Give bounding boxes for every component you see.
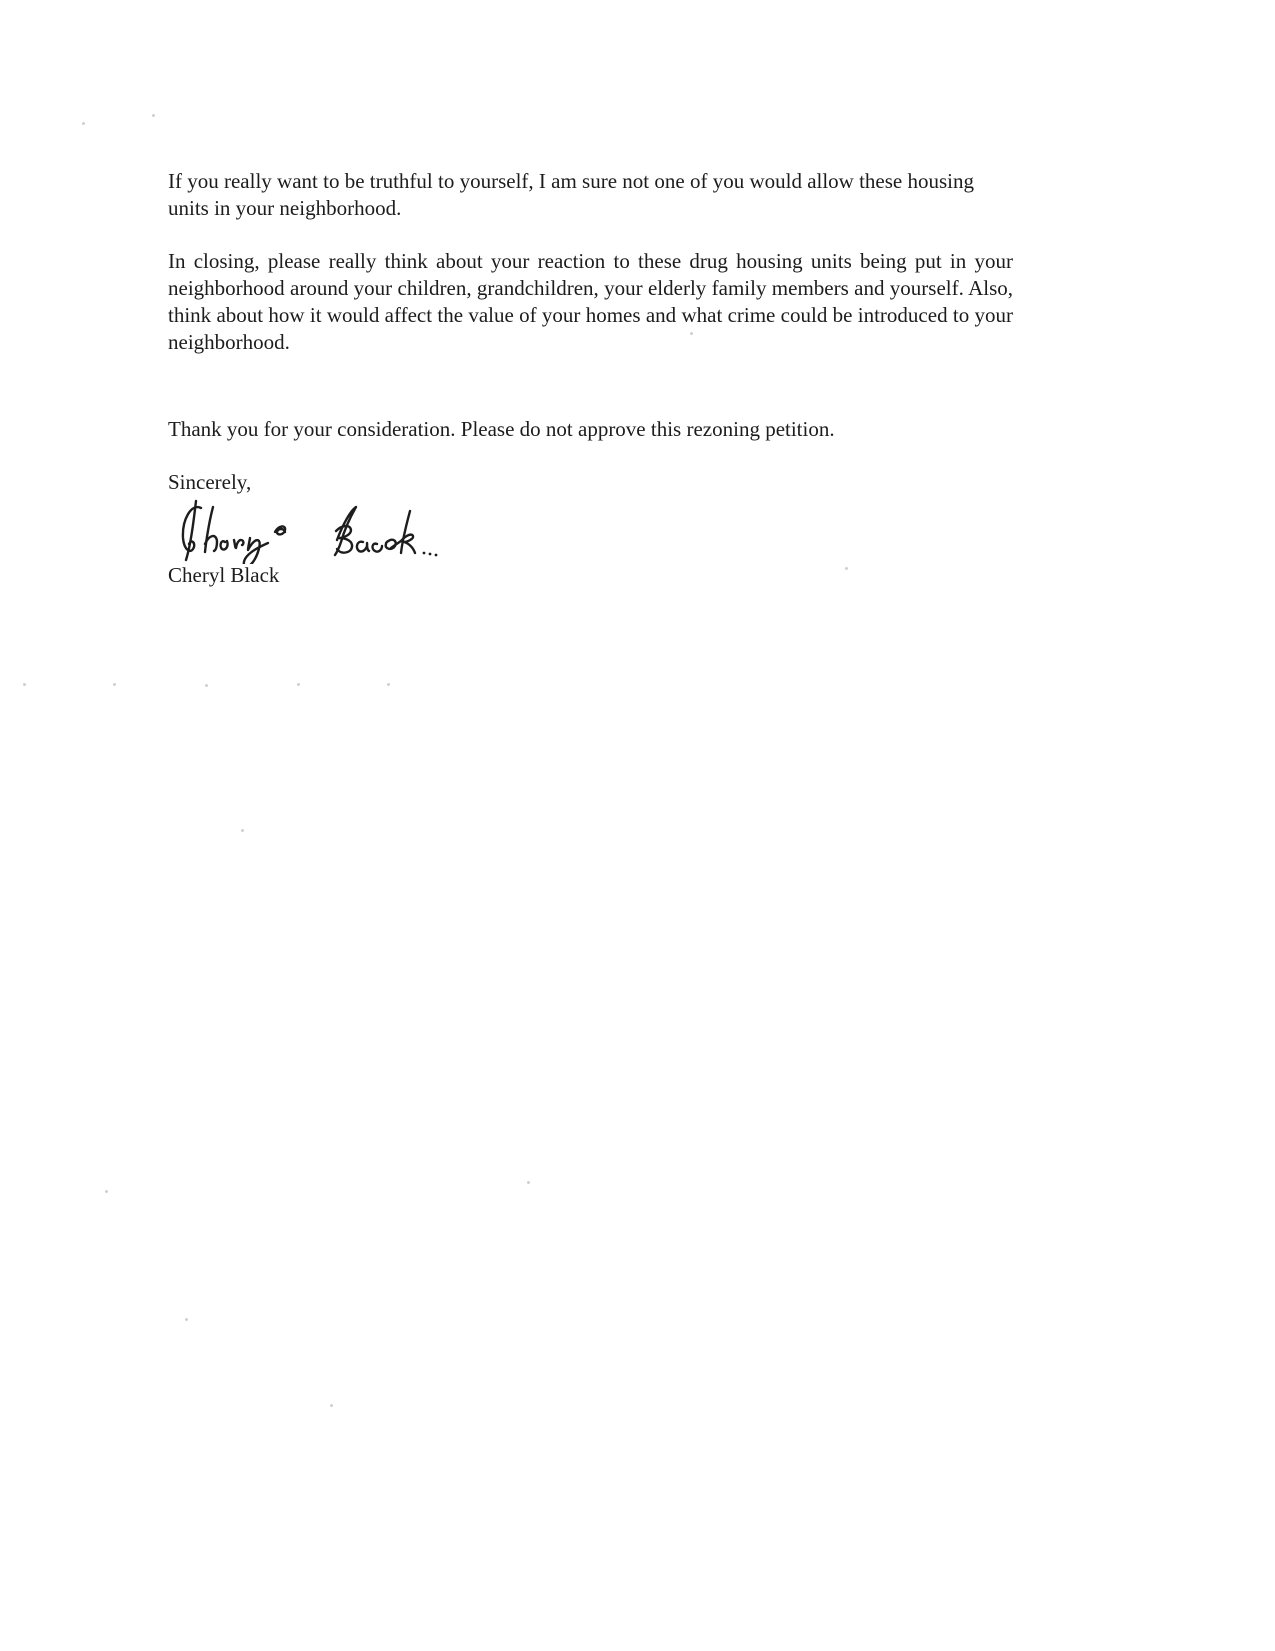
scan-speck	[527, 1181, 530, 1184]
scan-speck	[185, 1318, 188, 1321]
scan-speck	[152, 114, 155, 117]
scan-speck	[845, 567, 848, 570]
scan-speck	[205, 684, 208, 687]
scan-speck	[241, 829, 244, 832]
paragraph-in-closing: In closing, please really think about your reaction to these drug housing units being put in your neighborhood around your children, grandchildren, your elderly family members and yourself. Also, think about how it would affect the value of your homes and what crime could be introduced to your neighborhood.	[168, 249, 1013, 354]
scan-speck	[113, 683, 116, 686]
scan-speck	[690, 332, 693, 335]
paragraph-thank-you: Thank you for your consideration. Please do not approve this rezoning petition.	[168, 417, 835, 441]
handwritten-signature	[174, 498, 1013, 560]
scan-speck	[330, 1404, 333, 1407]
typed-name: Cheryl Black	[168, 563, 280, 587]
scan-speck	[297, 683, 300, 686]
scan-speck	[105, 1190, 108, 1193]
scan-speck	[387, 683, 390, 686]
signature-ink-icon	[174, 498, 484, 564]
letter-body	[168, 168, 1013, 589]
scan-speck	[23, 683, 26, 686]
scan-speck	[82, 122, 85, 125]
closing-sincerely: Sincerely,	[168, 470, 252, 494]
paragraph-truthful: If you really want to be truthful to yourself, I am sure not one of you would allow these housing units in your neighborhood.	[168, 169, 974, 220]
